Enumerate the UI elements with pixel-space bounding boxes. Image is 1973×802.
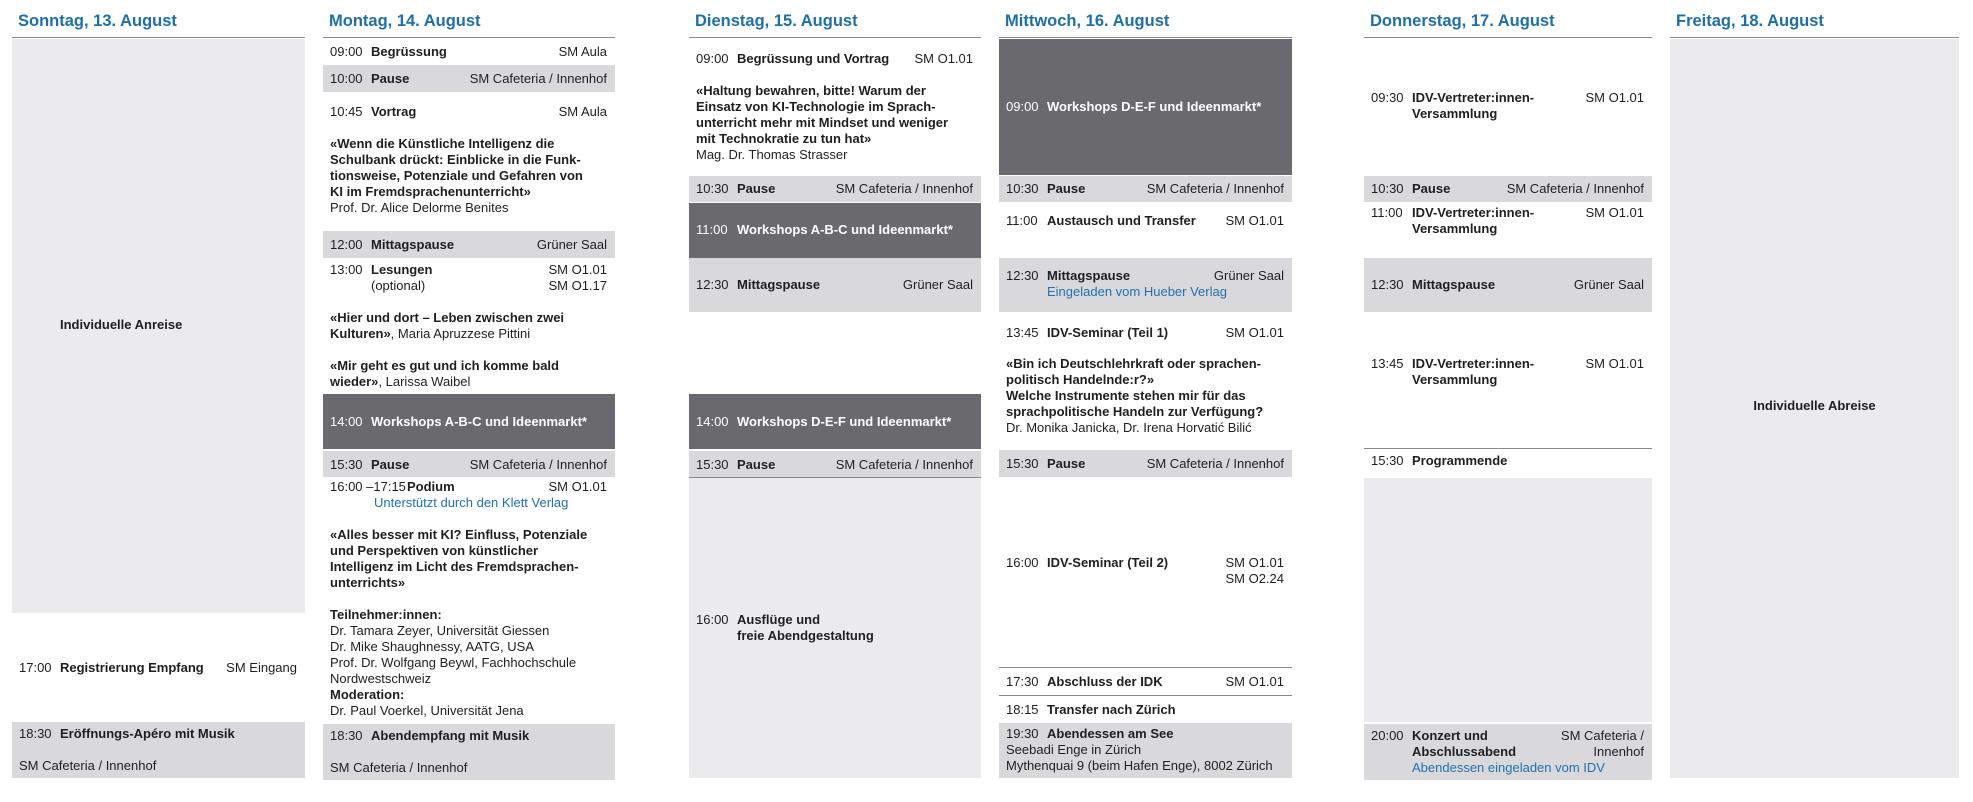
- time: 14:00: [696, 414, 729, 429]
- schedule-entry: [999, 450, 1292, 477]
- participant: Dr. Tamara Zeyer, Universität Giessen: [330, 623, 550, 638]
- event-title: Abendempfang mit Musik: [371, 728, 530, 743]
- schedule-entry: [323, 92, 615, 227]
- author: , Maria Apruzzese Pittini: [390, 326, 531, 341]
- schedule-entry: [1364, 354, 1652, 394]
- time: 10:30: [1006, 181, 1039, 196]
- time: 11:00: [1371, 205, 1403, 220]
- day-header: Sonntag, 13. August: [12, 12, 305, 38]
- time: 17:00: [19, 660, 52, 675]
- room: SM O1.01: [1225, 674, 1284, 689]
- talk-title: [330, 136, 609, 200]
- room: Grüner Saal: [536, 237, 607, 252]
- room: SM O2.24: [1225, 571, 1284, 586]
- schedule-entry: [323, 39, 615, 65]
- text-line: «Haltung bewahren, bitte! Warum der: [696, 83, 926, 98]
- event-title: Pause: [737, 457, 776, 472]
- sponsor-note: Eingeladen vom Hueber Verlag: [1047, 284, 1227, 299]
- schedule-entry: [999, 312, 1292, 448]
- event-title: Lesungen: [371, 262, 433, 277]
- room: SM Cafeteria / Innenhof: [1506, 181, 1644, 196]
- event-title: Transfer nach Zürich: [1047, 702, 1176, 717]
- schedule-entry: [689, 451, 981, 477]
- room: Grüner Saal: [1573, 277, 1644, 292]
- event-title: Vortrag: [371, 104, 417, 119]
- event-title: Eröffnungs-Apéro mit Musik: [60, 726, 235, 741]
- time: 18:30: [330, 728, 363, 743]
- event-title: Versammlung: [1412, 221, 1498, 236]
- schedule-entry: [999, 723, 1292, 778]
- room: SM O1.01: [1585, 90, 1644, 105]
- time: 15:30: [1006, 456, 1039, 471]
- day-header: Freitag, 18. August: [1670, 12, 1959, 38]
- workshop-block: [689, 394, 981, 449]
- schedule-entry: [1364, 176, 1652, 202]
- time: 15:30: [330, 457, 363, 472]
- day-column-thursday: [1364, 0, 1652, 802]
- time: 17:30: [1006, 674, 1039, 689]
- workshop-block: [999, 39, 1292, 175]
- room: SM Cafeteria / Innenhof: [1146, 181, 1284, 196]
- schedule-entry: [999, 202, 1292, 256]
- room: Grüner Saal: [1213, 268, 1284, 283]
- text-line: politisch Handelnde:r?»: [1006, 372, 1155, 387]
- time: 14:00: [330, 414, 363, 429]
- room: SM Cafeteria / Innenhof: [835, 457, 973, 472]
- event-title: Abendessen am See: [1047, 726, 1174, 741]
- speaker: Prof. Dr. Alice Delorme Benites: [330, 200, 509, 215]
- text-line: unterricht mehr mit Mindset und weniger: [696, 115, 949, 130]
- day-header: Dienstag, 15. August: [689, 12, 981, 38]
- schedule-entry: [689, 478, 981, 778]
- speaker: Mag. Dr. Thomas Strasser: [696, 147, 848, 162]
- event-title: IDV-Vertreter:innen-: [1412, 356, 1535, 371]
- schedule-entry: [323, 451, 615, 477]
- departure-block: [1670, 39, 1959, 778]
- time: 09:00: [696, 51, 729, 66]
- text-line: KI im Fremdsprachenunterricht»: [330, 184, 531, 199]
- room: SM Cafeteria /: [1560, 728, 1644, 743]
- schedule-entry: [999, 258, 1292, 312]
- participant: Prof. Dr. Wolfgang Beywl, Fachhochschule: [330, 655, 577, 670]
- event-title: freie Abendgestaltung: [737, 628, 874, 643]
- schedule-entry: [12, 722, 305, 778]
- event-title: Pause: [1047, 181, 1086, 196]
- time: 16:00 –17:15: [330, 479, 406, 494]
- day-column-wednesday: [999, 0, 1292, 802]
- room: SM Aula: [558, 44, 607, 59]
- time: 11:00: [1006, 213, 1038, 228]
- talk-title: [696, 83, 975, 147]
- time: 10:30: [1371, 181, 1404, 196]
- time: 15:30: [696, 457, 729, 472]
- event-title: IDV-Vertreter:innen-: [1412, 90, 1535, 105]
- time: 10:30: [696, 181, 729, 196]
- reading-1: [330, 310, 609, 342]
- podium-title: [330, 527, 609, 591]
- schedule-entry: [323, 258, 615, 393]
- event-note: (optional): [371, 278, 426, 293]
- time: 19:30: [1006, 726, 1039, 741]
- event-title: Registrierung Empfang: [60, 660, 204, 675]
- day-column-friday: [1670, 0, 1959, 802]
- schedule-entry: [689, 258, 981, 312]
- event-title: Versammlung: [1412, 372, 1498, 387]
- event-title: Mittagspause: [1047, 268, 1131, 283]
- room: SM O1.17: [548, 278, 607, 293]
- event-title: IDV-Seminar (Teil 2): [1047, 555, 1169, 570]
- event-title: Pause: [1412, 181, 1451, 196]
- room: SM O1.01: [1225, 555, 1284, 570]
- time: 12:00: [330, 237, 363, 252]
- room: SM Cafeteria / Innenhof: [19, 758, 157, 773]
- room: SM O1.01: [548, 479, 607, 494]
- time: 11:00: [696, 222, 728, 237]
- time: 16:00: [1006, 555, 1039, 570]
- event-title: Mittagspause: [1412, 277, 1496, 292]
- schedule-entry: [1364, 88, 1652, 128]
- event-title: Workshops D-E-F und Ideenmarkt*: [737, 414, 952, 429]
- schedule-entry: [1364, 202, 1652, 242]
- day-header: Donnerstag, 17. August: [1364, 12, 1652, 38]
- event-title: Versammlung: [1412, 106, 1498, 121]
- address: Mythenquai 9 (beim Hafen Enge), 8002 Zürich: [1006, 758, 1273, 773]
- room: SM O1.01: [548, 262, 607, 277]
- room: SM O1.01: [1585, 356, 1644, 371]
- event-title: Austausch und Transfer: [1047, 213, 1196, 228]
- text-line: mit Technokratie zu tun hat»: [696, 131, 872, 146]
- room: SM Cafeteria / Innenhof: [469, 457, 607, 472]
- arrival-label: Individuelle Anreise: [60, 317, 183, 332]
- time: 13:45: [1371, 356, 1404, 371]
- event-title: Abschlussabend: [1412, 744, 1517, 759]
- schedule-entry: [1364, 258, 1652, 312]
- schedule-entry: [999, 668, 1292, 695]
- moderator: Dr. Paul Voerkel, Universität Jena: [330, 703, 524, 718]
- event-title: Workshops A-B-C und Ideenmarkt*: [371, 414, 587, 429]
- event-title: Abschluss der IDK: [1047, 674, 1163, 689]
- schedule-entry: [999, 477, 1292, 667]
- time: 18:30: [19, 726, 52, 741]
- location: Seebadi Enge in Zürich: [1006, 742, 1142, 757]
- participant: Dr. Mike Shaughnessy, AATG, USA: [330, 639, 534, 654]
- room: SM Cafeteria / Innenhof: [330, 760, 468, 775]
- day-column-monday: [323, 0, 615, 802]
- room: Grüner Saal: [902, 277, 973, 292]
- sponsor-note: Unterstützt durch den Klett Verlag: [374, 495, 569, 510]
- free-time-block: [1364, 478, 1652, 722]
- event-title: Begrüssung: [371, 44, 447, 59]
- room: SM Cafeteria / Innenhof: [469, 71, 607, 86]
- text-line: «Wenn die Künstliche Intelligenz die: [330, 136, 555, 151]
- schedule-entry: [689, 39, 981, 176]
- departure-label: Individuelle Abreise: [1753, 398, 1876, 413]
- schedule-entry: [323, 231, 615, 258]
- text-line: Kulturen»: [330, 326, 391, 341]
- room: SM Cafeteria / Innenhof: [835, 181, 973, 196]
- participant: Nordwestschweiz: [330, 671, 432, 686]
- time: 09:00: [330, 44, 363, 59]
- schedule-entry: [1364, 724, 1652, 780]
- event-title: Pause: [371, 71, 410, 86]
- participants-heading: Teilnehmer:innen:: [330, 607, 442, 622]
- text-line: Intelligenz im Licht des Fremdsprachen-: [330, 559, 579, 574]
- text-line: sprachpolitische Handeln zur Verfügung?: [1006, 404, 1264, 419]
- time: 13:45: [1006, 325, 1039, 340]
- event-title: Pause: [737, 181, 776, 196]
- text-line: «Bin ich Deutschlehrkraft oder sprachen-: [1006, 356, 1262, 371]
- text-line: «Alles besser mit KI? Einfluss, Potenziale: [330, 527, 588, 542]
- text-line: «Mir geht es gut und ich komme bald: [330, 358, 559, 373]
- text-line: tionsweise, Potenziale und Gefahren von: [330, 168, 583, 183]
- room: SM Aula: [558, 104, 607, 119]
- text-line: «Hier und dort – Leben zwischen zwei: [330, 310, 565, 325]
- time: 09:00: [1006, 99, 1039, 114]
- schedule-entry: [323, 477, 615, 721]
- workshop-block: [323, 394, 615, 449]
- event-title: Ausflüge und: [737, 612, 821, 627]
- text-line: Einsatz von KI-Technologie im Sprach-: [696, 99, 936, 114]
- reading-2: [330, 358, 609, 390]
- participants: [330, 607, 609, 719]
- event-title: Konzert und: [1412, 728, 1488, 743]
- time: 12:30: [1006, 268, 1039, 283]
- room: SM Eingang: [226, 660, 297, 675]
- event-title: Mittagspause: [737, 277, 821, 292]
- time: 20:00: [1371, 728, 1404, 743]
- day-column-sunday: [12, 0, 305, 802]
- time: 09:30: [1371, 90, 1404, 105]
- schedule-entry: [323, 65, 615, 92]
- seminar-title: [1006, 356, 1286, 420]
- schedule-entry: [1364, 449, 1652, 477]
- text-line: Schulbank drückt: Einblicke in die Funk-: [330, 152, 581, 167]
- time: 18:15: [1006, 702, 1039, 717]
- time: 13:00: [330, 262, 363, 277]
- text-line: Welche Instrumente stehen mir für das: [1006, 388, 1246, 403]
- event-title: Mittagspause: [371, 237, 455, 252]
- time: 10:45: [330, 104, 363, 119]
- text-line: wieder»: [330, 374, 379, 389]
- time: 12:30: [1371, 277, 1404, 292]
- time: 16:00: [696, 612, 729, 627]
- schedule-entry: [999, 696, 1292, 722]
- day-column-tuesday: [689, 0, 981, 802]
- event-title: Pause: [371, 457, 410, 472]
- room: Innenhof: [1593, 744, 1644, 759]
- room: SM O1.01: [1585, 205, 1644, 220]
- room: SM O1.01: [914, 51, 973, 66]
- text-line: unterrichts»: [330, 575, 406, 590]
- text-line: und Perspektiven von künstlicher: [330, 543, 539, 558]
- arrival-block: [12, 39, 305, 613]
- schedule-entry: [999, 176, 1292, 202]
- event-title: Pause: [1047, 456, 1086, 471]
- event-title: Podium: [407, 479, 455, 494]
- event-title: IDV-Seminar (Teil 1): [1047, 325, 1169, 340]
- event-title: IDV-Vertreter:innen-: [1412, 205, 1535, 220]
- room: SM O1.01: [1225, 325, 1284, 340]
- event-title: Workshops D-E-F und Ideenmarkt*: [1047, 99, 1262, 114]
- time: 15:30: [1371, 453, 1404, 468]
- time: 12:30: [696, 277, 729, 292]
- day-header: Montag, 14. August: [323, 12, 615, 38]
- speaker: Dr. Monika Janicka, Dr. Irena Horvatić Bilić: [1006, 420, 1252, 435]
- author: , Larissa Waibel: [378, 374, 471, 389]
- sponsor-note: Abendessen eingeladen vom IDV: [1412, 760, 1605, 775]
- schedule-entry: [323, 724, 615, 780]
- room: SM Cafeteria / Innenhof: [1146, 456, 1284, 471]
- moderation-heading: Moderation:: [330, 687, 405, 702]
- event-title: Begrüssung und Vortrag: [737, 51, 890, 66]
- schedule-entry: [12, 653, 305, 683]
- event-title: Workshops A-B-C und Ideenmarkt*: [737, 222, 953, 237]
- workshop-block: [689, 203, 981, 258]
- room: SM O1.01: [1225, 213, 1284, 228]
- time: 10:00: [330, 71, 363, 86]
- day-header: Mittwoch, 16. August: [999, 12, 1292, 38]
- event-title: Programmende: [1412, 453, 1508, 468]
- schedule-entry: [689, 176, 981, 202]
